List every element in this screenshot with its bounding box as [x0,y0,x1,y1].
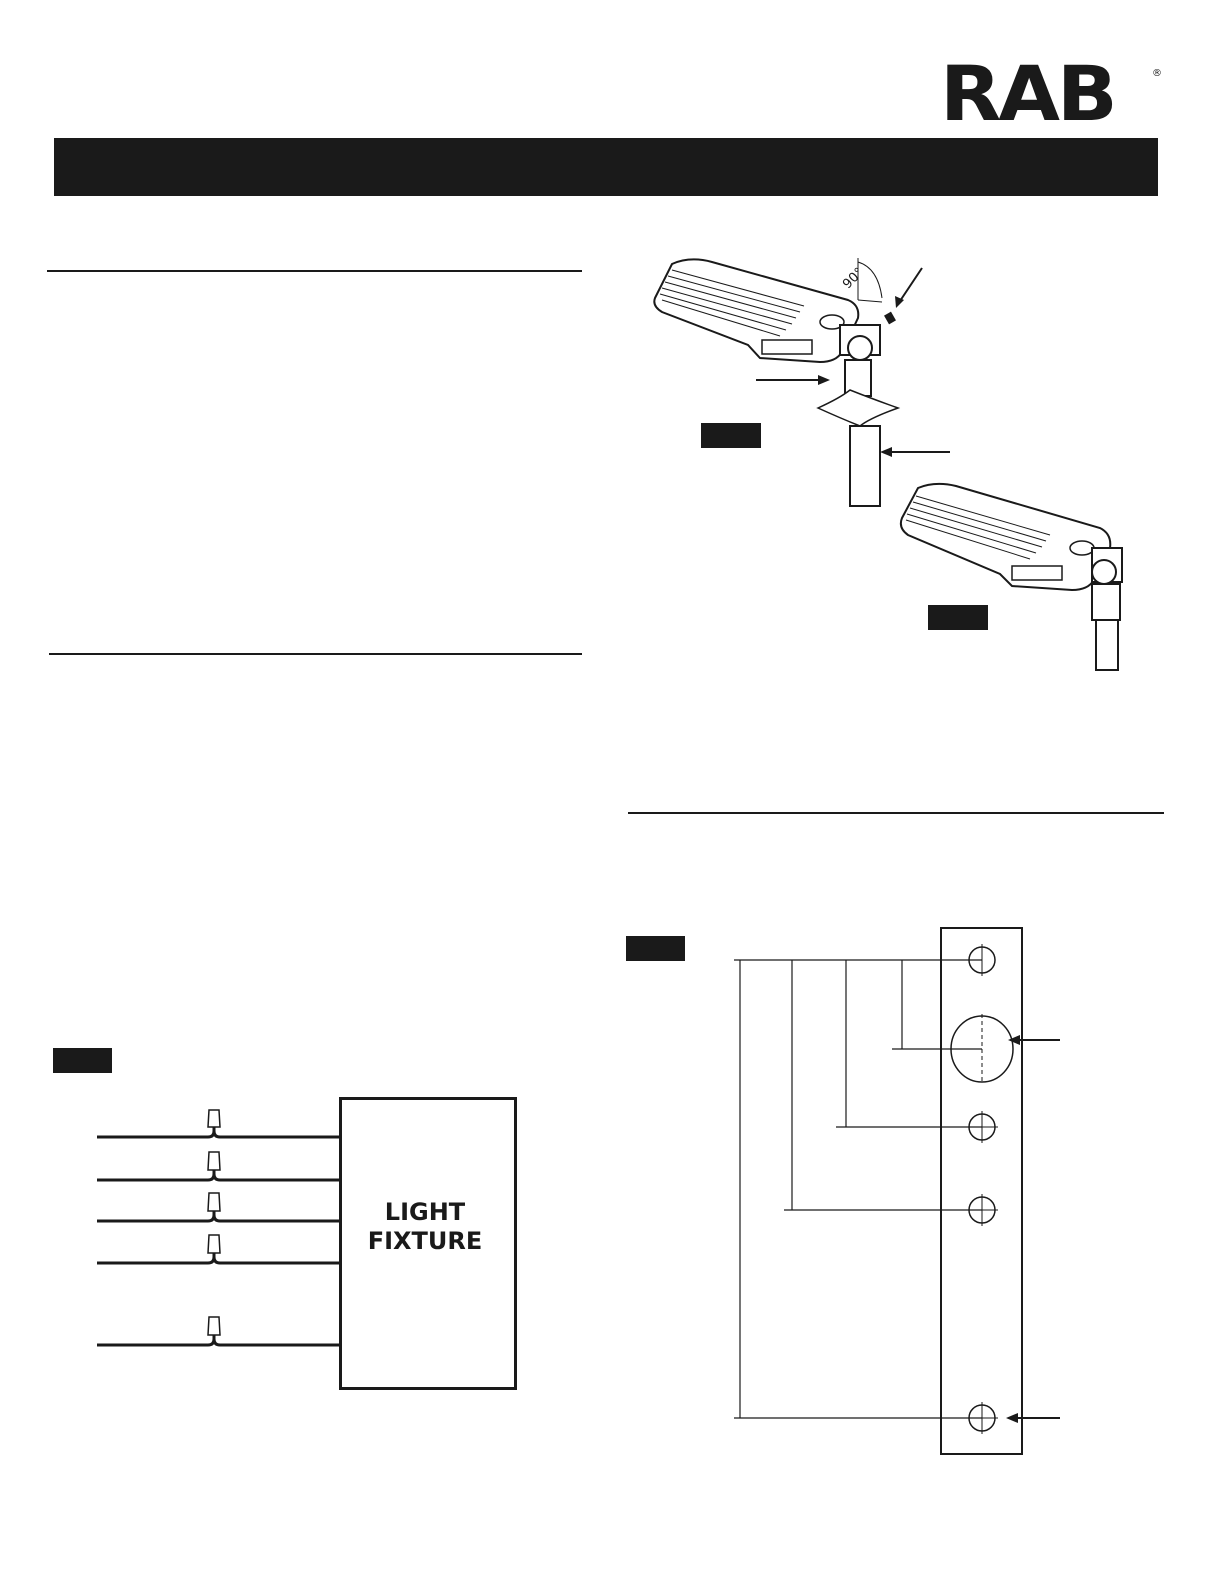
registered-mark: ® [1152,68,1162,79]
light-fixture-label-line2: FIXTURE [367,1227,483,1255]
rab-logo: RAB [940,49,1115,138]
angle-label: 90° [840,265,868,293]
light-fixture-label-line1: LIGHT [384,1198,466,1226]
light-fixture-label [339,1198,511,1256]
